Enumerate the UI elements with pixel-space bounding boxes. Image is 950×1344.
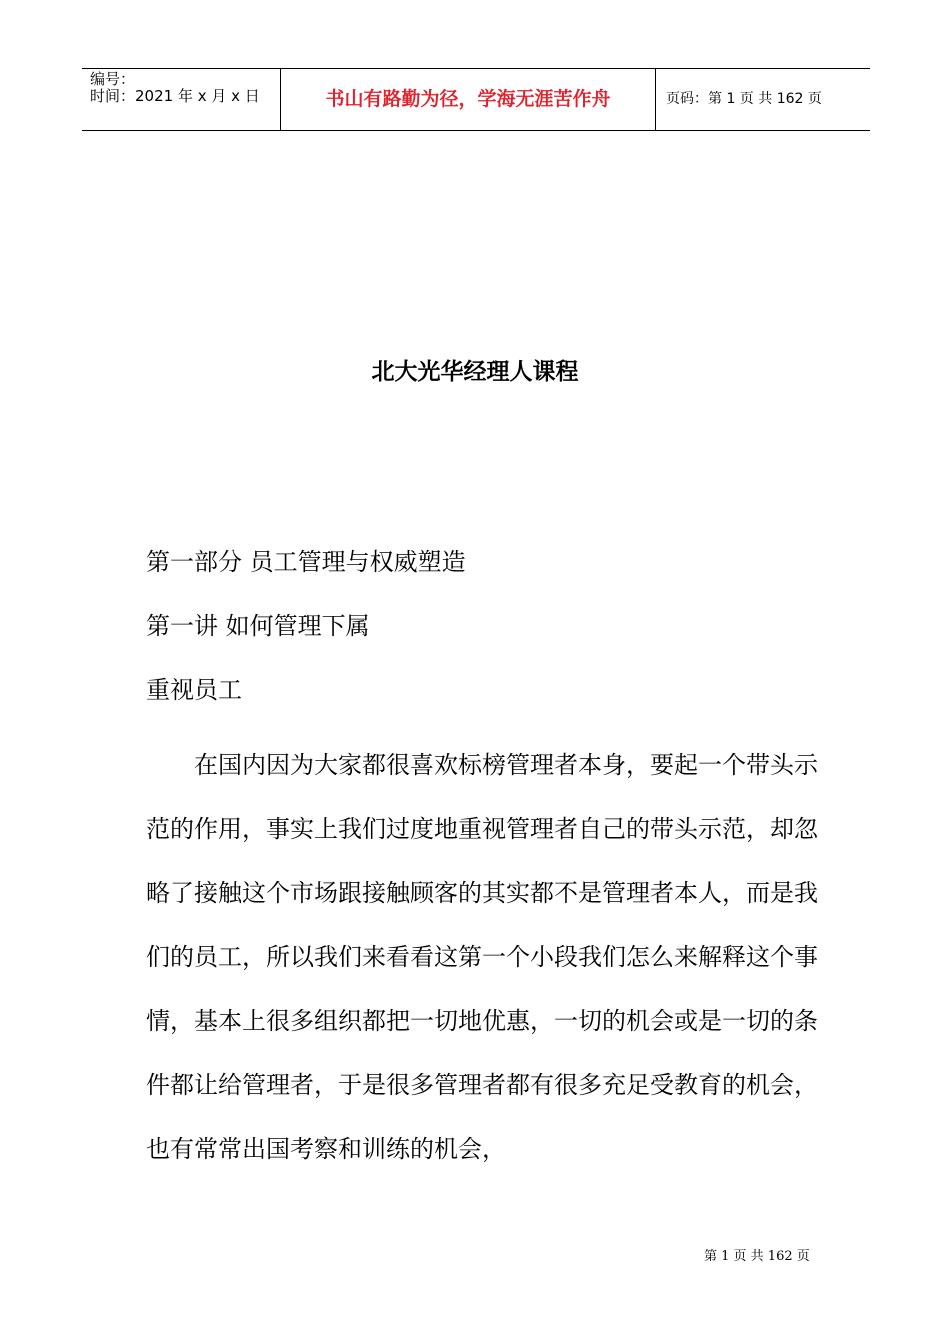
serial-label: 编号： — [90, 70, 136, 88]
header-meta-cell — [82, 69, 280, 130]
page-header — [82, 68, 870, 131]
time-label: 时间：2021 年 x 月 x 日 — [90, 87, 260, 105]
body-paragraph: 在国内因为大家都很喜欢标榜管理者本身，要起一个带头示范的作用，事实上我们过度地重视管理者自己的带头示范，却忽略了接触这个市场跟接触顾客的其实都不是管理者本人，而是我们的员工，所以我们来看看这第一个小段我们怎么来解释这个事情，基本上很多组织都把一切地优惠，一切的机会或是一切的条件都让给管理者，于是很多管理者都有很多充足受教育的机会，也有常常出国考察和训练的机会， — [146, 751, 818, 1163]
header-page-code: 页码：第 1 页 共 162 页 — [666, 91, 822, 107]
document-title: 北大光华经理人课程 — [371, 359, 579, 385]
part-heading: 第一部分 员工管理与权威塑造 — [146, 548, 466, 576]
header-page-cell — [656, 69, 870, 130]
lecture-heading: 第一讲 如何管理下属 — [146, 612, 370, 640]
section-heading: 重视员工 — [146, 676, 242, 704]
header-motto: 书山有路勤为径，学海无涯苦作舟 — [325, 88, 611, 110]
page-footer: 第 1 页 共 162 页 — [704, 1249, 810, 1264]
header-motto-cell — [280, 69, 656, 130]
